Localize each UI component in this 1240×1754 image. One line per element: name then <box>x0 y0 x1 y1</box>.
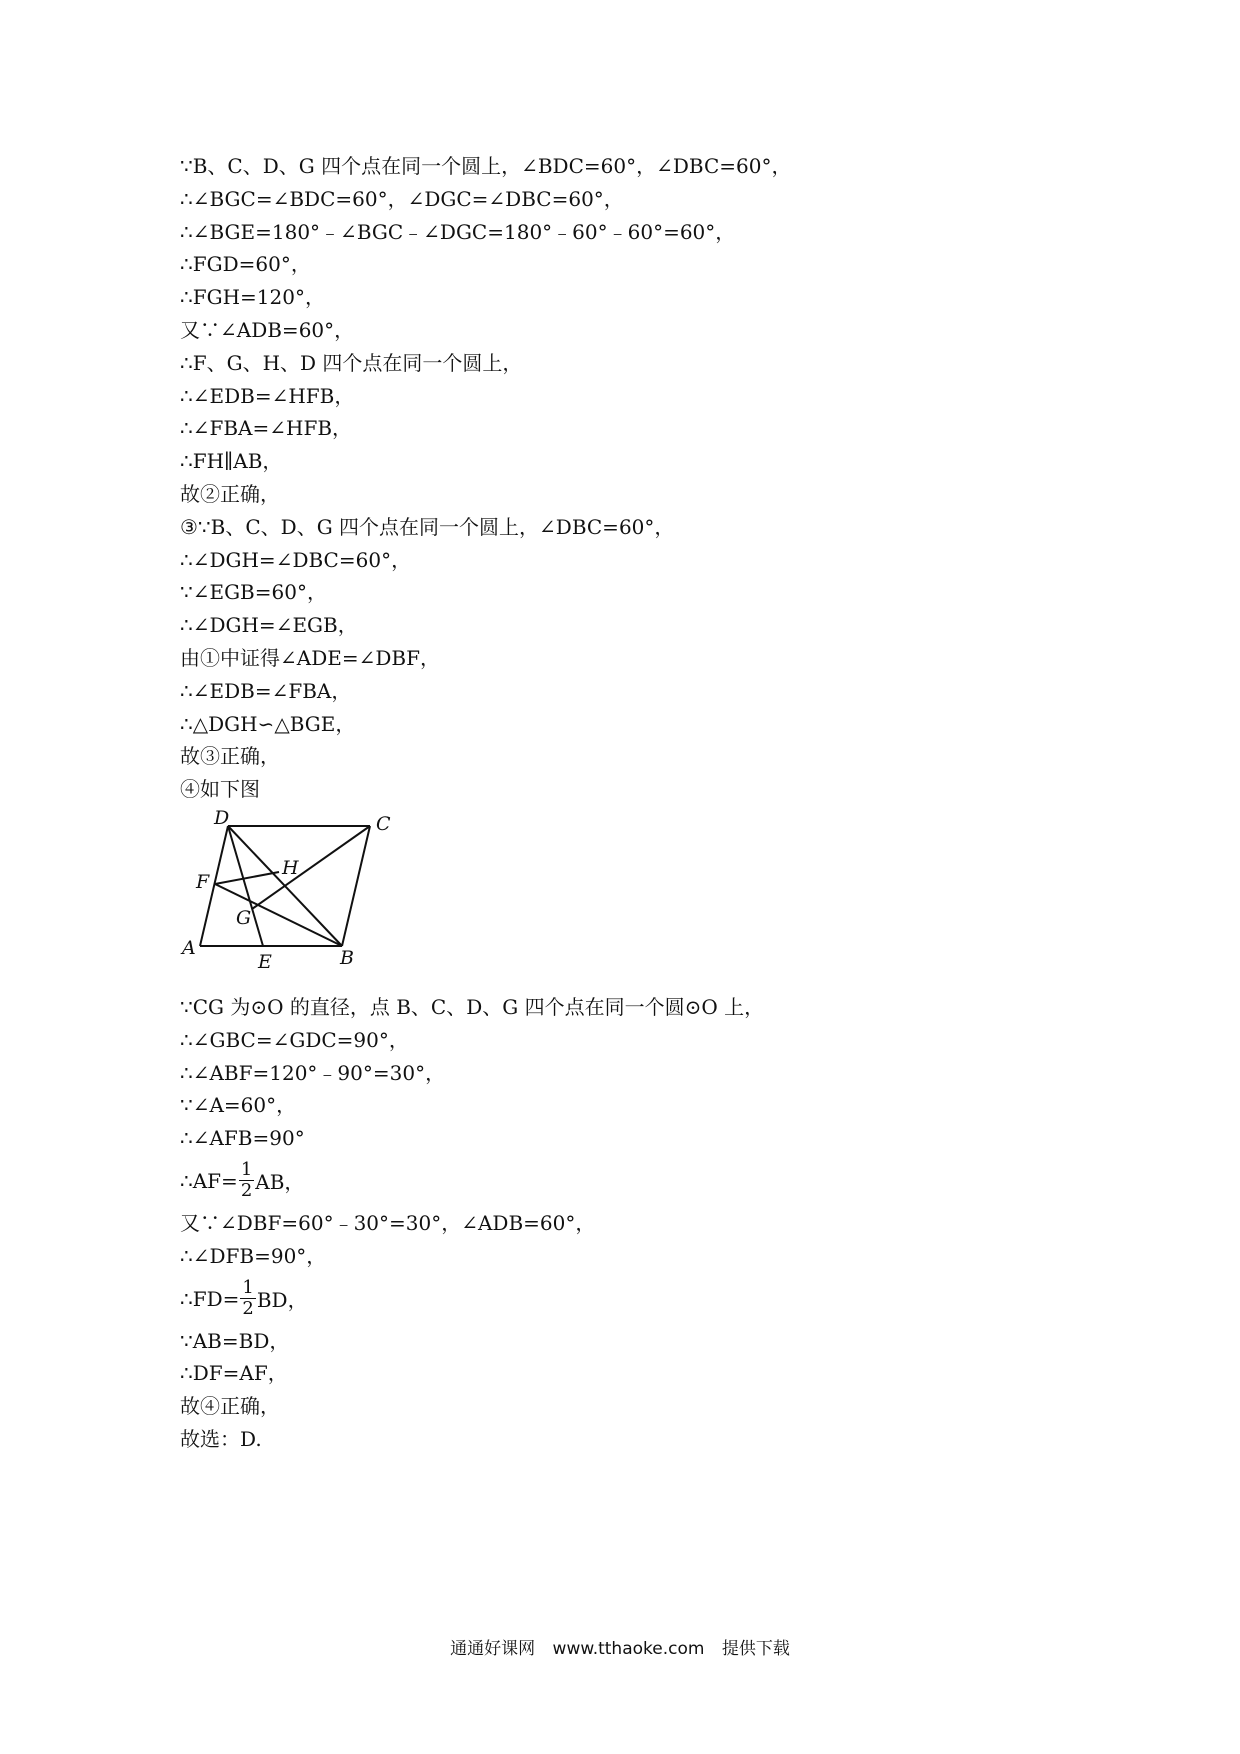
label-F: F <box>196 870 210 893</box>
text-line: ∴DF=AF， <box>180 1361 288 1386</box>
text-line: ∴∠DFB=90°， <box>180 1243 327 1268</box>
text-line: 故③正确， <box>180 744 280 769</box>
text-line: ③∵B、C、D、G 四个点在同一个圆上，∠DBC=60°， <box>180 514 675 539</box>
label-A: A <box>182 936 196 959</box>
text-line: ∴△DGH∽△BGE， <box>180 711 356 736</box>
numerator: 1 <box>240 1159 253 1181</box>
text-line: ∴FH∥AB， <box>180 449 283 474</box>
text-line: ∴∠DGH=∠DBC=60°， <box>180 547 412 572</box>
text-line: 故④正确， <box>180 1394 280 1419</box>
numerator: 1 <box>242 1277 254 1299</box>
parallelogram-diagram <box>180 806 410 991</box>
fraction-line-fd <box>180 1273 1080 1325</box>
segment-FB <box>215 884 342 946</box>
edge-CB <box>342 826 370 946</box>
frac2-after: BD， <box>256 1288 308 1313</box>
text-line: 由①中证得∠ADE=∠DBF， <box>180 645 440 670</box>
text-line: ④如下图 <box>180 777 260 802</box>
part2 <box>180 991 1080 1155</box>
fraction-one-half <box>240 1278 255 1319</box>
text-line: ∴F、G、H、D 四个点在同一个圆上， <box>180 350 523 375</box>
label-H: H <box>282 856 299 879</box>
text-line: ∵B、C、D、G 四个点在同一个圆上，∠BDC=60°，∠DBC=60°， <box>180 154 792 178</box>
label-D: D <box>214 806 230 829</box>
label-G: G <box>236 906 252 929</box>
footer-site-name: 通通好课网 <box>450 1639 536 1659</box>
text-line: ∵∠A=60°， <box>180 1093 297 1118</box>
text-line: ∴∠BGC=∠BDC=60°，∠DGC=∠DBC=60°， <box>180 186 624 211</box>
text-line: ∴FGD=60°， <box>180 252 311 277</box>
frac2-before: ∴FD= <box>180 1286 240 1311</box>
text-line: ∴FGH=120°， <box>180 285 325 310</box>
footer-url[interactable]: www.tthaoke.com <box>552 1639 705 1659</box>
text-line: 又∵∠DBF=60°﹣30°=30°，∠ADB=60°， <box>180 1210 596 1235</box>
text-line: 故选：D. <box>180 1426 262 1451</box>
part4 <box>180 1325 1080 1456</box>
text-line: ∴∠EDB=∠HFB， <box>180 383 355 408</box>
text-line: 故②正确， <box>180 481 280 506</box>
text-line: 又∵∠ADB=60°， <box>180 317 355 342</box>
label-C: C <box>376 812 391 835</box>
text-line: ∵AB=BD， <box>180 1328 290 1353</box>
text-line: ∴∠FBA=∠HFB， <box>180 416 353 441</box>
segment-CG <box>252 826 370 909</box>
text-line: ∴∠GBC=∠GDC=90°， <box>180 1027 409 1052</box>
denominator: 2 <box>242 1298 254 1320</box>
frac1-after: AB， <box>255 1170 305 1195</box>
text-line: ∵∠EGB=60°， <box>180 580 327 605</box>
text-line: ∴∠EDB=∠FBA， <box>180 678 352 703</box>
text-line: ∴∠DGH=∠EGB， <box>180 613 358 638</box>
solution-text <box>180 150 1080 1456</box>
fraction-one-half <box>239 1160 254 1201</box>
fraction-line-af <box>180 1155 1080 1207</box>
part1 <box>180 150 1080 806</box>
segment-FH <box>215 872 279 884</box>
label-E: E <box>258 950 272 973</box>
text-line: ∴∠AFB=90° <box>180 1126 305 1151</box>
geometry-figure <box>180 806 1080 991</box>
footer-note: 提供下载 <box>721 1639 790 1659</box>
text-line: ∴∠BGE=180°﹣∠BGC﹣∠DGC=180°﹣60°﹣60°=60°， <box>180 219 736 244</box>
denominator: 2 <box>240 1180 253 1202</box>
page-footer <box>0 1634 1240 1659</box>
text-line: ∴∠ABF=120°﹣90°=30°， <box>180 1060 446 1085</box>
label-B: B <box>340 946 354 969</box>
frac1-before: ∴AF= <box>180 1168 238 1193</box>
part3 <box>180 1207 1080 1273</box>
text-line: ∵CG 为⊙O 的直径，点 B、C、D、G 四个点在同一个圆⊙O 上， <box>180 994 765 1019</box>
